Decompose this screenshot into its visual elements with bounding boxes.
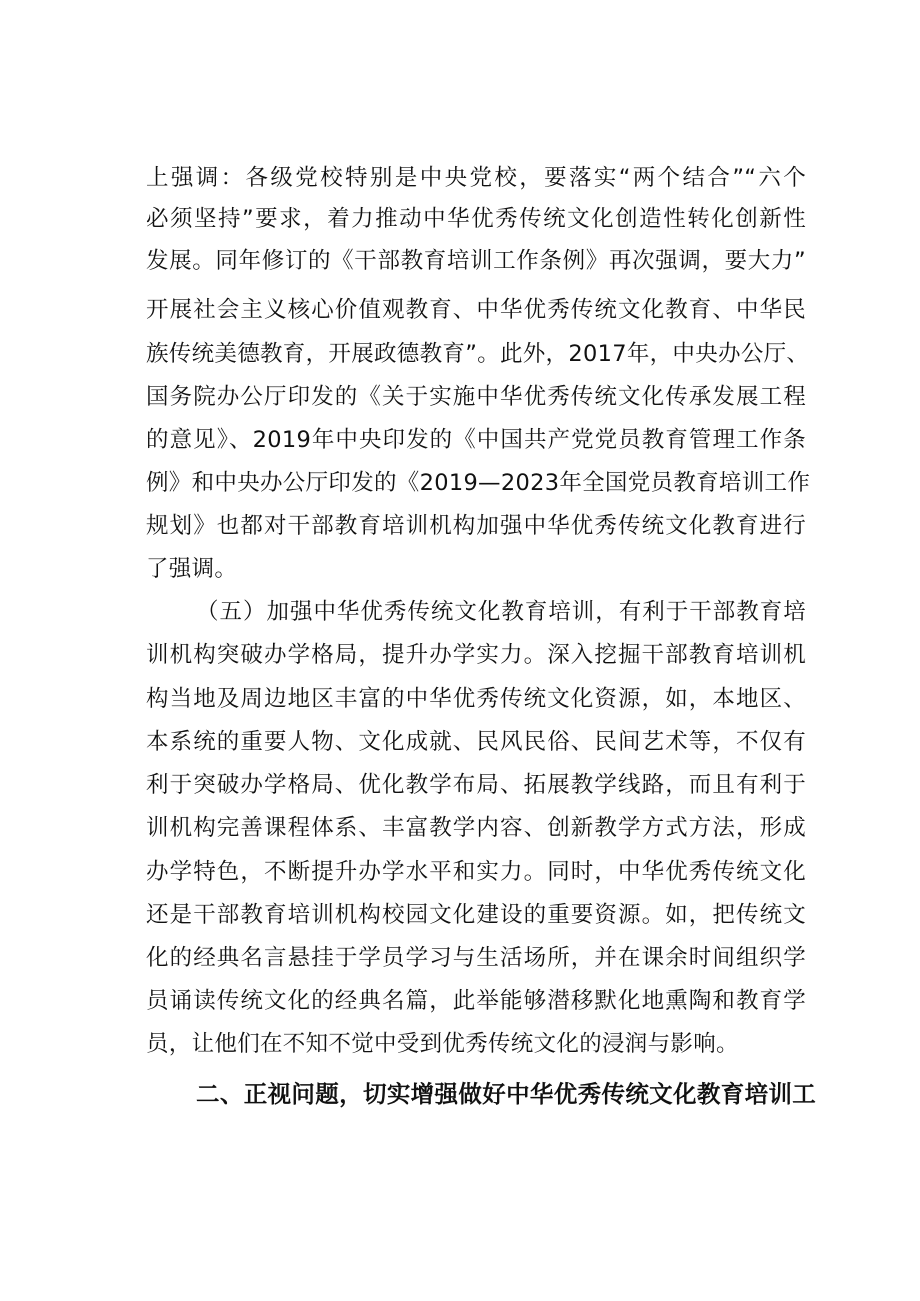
paragraph-line: 员诵读传统文化的经典名篇，此举能够潜移默化地熏陶和教育学: [146, 988, 806, 1014]
paragraph-line: 开展社会主义核心价值观教育、中华优秀传统文化教育、中华民: [146, 297, 806, 323]
paragraph-line: 必须坚持”要求，着力推动中华优秀传统文化创造性转化创新性: [146, 206, 806, 232]
section-heading: 二、正视问题，切实增强做好中华优秀传统文化教育培训工: [196, 1080, 816, 1108]
paragraph-line-last: 了强调。: [146, 556, 238, 582]
paragraph-line: 上强调：各级党校特别是中央党校，要落实“两个结合”“六个: [146, 165, 806, 191]
paragraph-line: 发展。同年修订的《干部教育培训工作条例》再次强调，要大力”: [146, 248, 806, 274]
paragraph-line: 国务院办公厅印发的《关于实施中华优秀传统文化传承发展工程: [146, 384, 806, 410]
paragraph-line: 族传统美德教育，开展政德教育”。此外，2017年，中央办公厅、: [146, 341, 810, 367]
paragraph-line: 规划》也都对干部教育培训机构加强中华优秀传统文化教育进行: [146, 513, 806, 539]
paragraph-line: 的意见》、2019年中央印发的《中国共产党党员教育管理工作条: [146, 427, 806, 453]
paragraph-line: 本系统的重要人物、文化成就、民风民俗、民间艺术等，不仅有: [146, 729, 806, 755]
paragraph-line: 训机构突破办学格局，提升办学实力。深入挖掘干部教育培训机: [146, 642, 806, 668]
paragraph-line: 化的经典名言悬挂于学员学习与生活场所，并在课余时间组织学: [146, 945, 806, 971]
paragraph-line-first: （五）加强中华优秀传统文化教育培训，有利于干部教育培: [196, 599, 806, 625]
paragraph-line: 还是干部教育培训机构校园文化建设的重要资源。如，把传统文: [146, 902, 806, 928]
paragraph-line-last: 员，让他们在不知不觉中受到优秀传统文化的浸润与影响。: [146, 1031, 739, 1057]
paragraph-line: 构当地及周边地区丰富的中华优秀传统文化资源，如，本地区、: [146, 686, 806, 712]
paragraph-line: 办学特色，不断提升办学水平和实力。同时，中华优秀传统文化: [146, 859, 806, 885]
paragraph-line: 训机构完善课程体系、丰富教学内容、创新教学方式方法，形成: [146, 815, 806, 841]
paragraph-line: 例》和中央办公厅印发的《2019—2023年全国党员教育培训工作: [146, 470, 811, 496]
paragraph-line: 利于突破办学格局、优化教学布局、拓展教学线路，而且有利于: [146, 772, 806, 798]
